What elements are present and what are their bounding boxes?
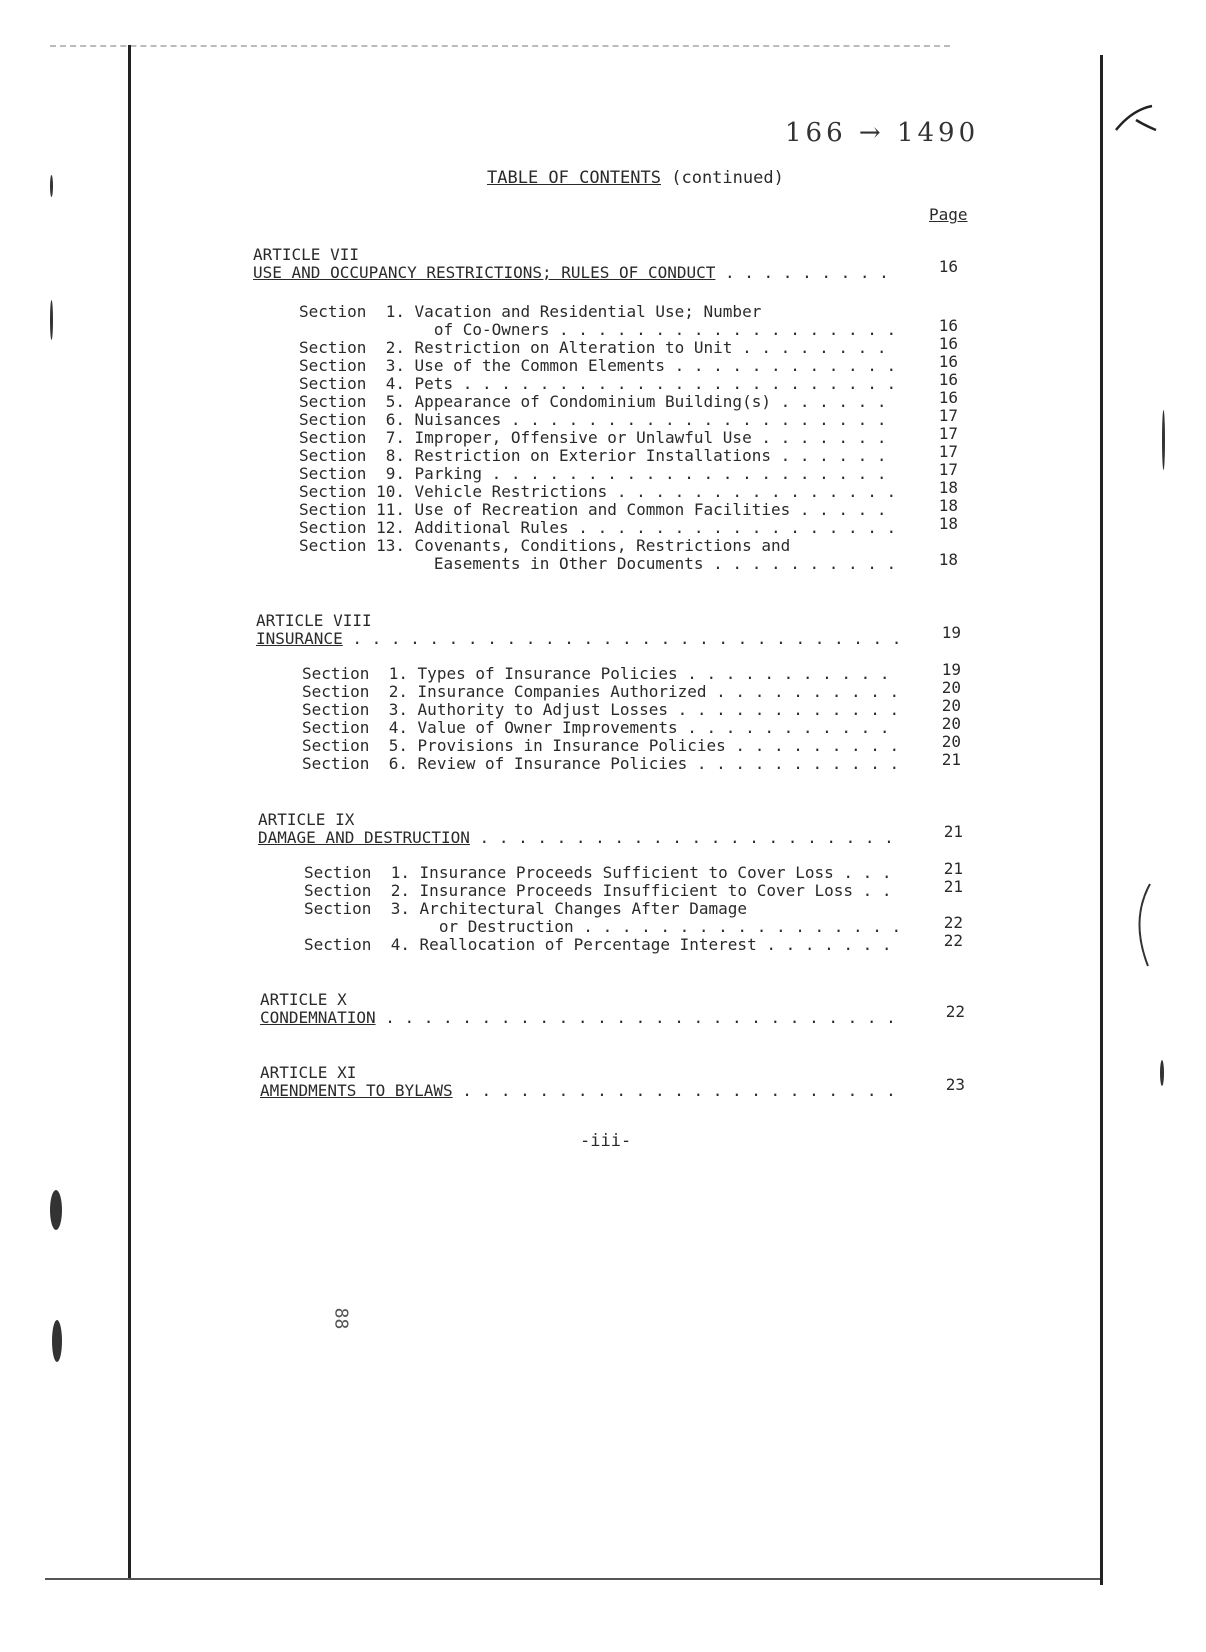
dot-leaders: . . . . . . . [756, 935, 892, 954]
section-title-cont-text: Easements in Other Documents [433, 554, 704, 573]
section-title [415, 447, 887, 465]
scan-edge-top [50, 45, 950, 47]
dot-leaders: . . . . . . . . . . . . . . . [607, 482, 897, 501]
scan-speck [50, 1190, 62, 1230]
section-page-number: 16 [938, 334, 958, 353]
section-title-cont [434, 321, 896, 339]
scan-speck [50, 300, 53, 340]
section-title-text: Nuisances [414, 410, 502, 429]
dot-leaders: . . . . . . [770, 446, 887, 465]
article-number: ARTICLE VIII [256, 611, 372, 630]
section-label: Section 9. [299, 464, 405, 483]
dot-leaders: . . . . . . . . . . . [677, 718, 890, 737]
section-title [415, 483, 897, 501]
section-title [415, 411, 887, 429]
section-label: Section 7. [299, 428, 405, 447]
section-page-number: 18 [938, 550, 958, 569]
dot-leaders: . . . . . . . . . . . . . . . . . . . . . . . . . . . [375, 1008, 896, 1027]
section-title-text: Insurance Proceeds Sufficient to Cover Loss [419, 863, 834, 882]
section-label: Section 5. [302, 736, 408, 755]
article-title [256, 630, 901, 648]
section-page-number: 17 [938, 424, 958, 443]
record-number: 166 → 1490 [785, 118, 980, 148]
dot-leaders: . . . . . . . . . . . . [668, 700, 900, 719]
stamp-mark: 88 [330, 1307, 352, 1330]
dot-leaders: . . . . . . . . . . . . . . . . . . . . . . . . . . . . . [342, 629, 902, 648]
section-title-text: Additional Rules [414, 518, 569, 537]
scan-speck [1162, 410, 1165, 470]
scan-speck [50, 175, 53, 197]
section-label: Section 4. [304, 935, 410, 954]
section-page-number: 20 [941, 732, 961, 751]
section-label: Section 11. [299, 500, 405, 519]
dot-leaders: . . . . . . [770, 392, 887, 411]
section-page-number: 17 [938, 442, 958, 461]
section-label: Section 6. [302, 754, 408, 773]
section-label: Section 3. [299, 356, 405, 375]
section-page-number: 18 [938, 478, 958, 497]
section-title-text: Pets [414, 374, 454, 393]
section-label: Section 8. [299, 446, 405, 465]
section-title [415, 429, 887, 447]
section-title [418, 737, 900, 755]
section-title-text: Appearance of Condominium Building(s) [414, 392, 771, 411]
scan-edge-left [128, 45, 131, 1580]
section-title [420, 882, 892, 900]
section-label: Section 3. [304, 899, 410, 918]
section-title-cont [434, 555, 896, 573]
section-title-text: Types of Insurance Policies [417, 664, 678, 683]
section-title [415, 375, 897, 393]
dot-leaders: . . . . . . . . . . . . . . . . . . . . [501, 410, 887, 429]
dot-leaders: . . . . . . . . . . [706, 682, 900, 701]
section-label: Section 2. [299, 338, 405, 357]
dot-leaders: . . . . . . . . . . [703, 554, 897, 573]
dot-leaders: . . . . . . . . . . . . . . . . . . . . . . . [452, 1081, 896, 1100]
handwritten-bracket-icon [1128, 880, 1158, 970]
section-title-cont [439, 918, 901, 936]
section-title-cont-text: of Co-Owners [433, 320, 550, 339]
section-label: Section 1. [302, 664, 408, 683]
dot-leaders: . . . . . . . . . . . [677, 664, 890, 683]
section-title-text: Restriction on Exterior Installations [414, 446, 771, 465]
section-title-text: Parking [414, 464, 482, 483]
section-title-cont-text: or Destruction [438, 917, 574, 936]
section-page-number: 22 [943, 931, 963, 950]
scan-edge-bottom [45, 1578, 1100, 1580]
section-page-number: 20 [941, 714, 961, 733]
section-title [418, 701, 900, 719]
dot-leaders: . . . . . . . . . . . . . . . . . . . . . [481, 464, 887, 483]
dot-leaders: . . . . . . . . [732, 338, 887, 357]
section-title: Architectural Changes After Damage [419, 899, 748, 918]
section-title [418, 683, 900, 701]
dot-leaders: . . . . . [790, 500, 887, 519]
section-page-number: 18 [938, 496, 958, 515]
article-title [260, 1009, 896, 1027]
section-title-text: Restriction on Alteration to Unit [414, 338, 733, 357]
section-label: Section 10. [299, 482, 405, 501]
section-title-text: Value of Owner Improvements [417, 718, 678, 737]
section-title [418, 719, 890, 737]
article-page-number: 23 [945, 1075, 965, 1094]
section-title [418, 665, 890, 683]
section-page-number: 16 [938, 352, 958, 371]
dot-leaders: . . . . . . . . . [715, 263, 889, 282]
article-title-text: DAMAGE AND DESTRUCTION [258, 828, 470, 847]
section-label: Section 1. [304, 863, 410, 882]
section-title [420, 864, 892, 882]
section-title-text: Insurance Companies Authorized [417, 682, 707, 701]
section-label: Section 2. [304, 881, 410, 900]
section-title [415, 465, 887, 483]
dot-leaders: . . . . . . . . . . . . . . . . . [573, 917, 902, 936]
section-title-text: Vehicle Restrictions [414, 482, 608, 501]
dot-leaders: . . . [833, 863, 892, 882]
section-title-text: Authority to Adjust Losses [417, 700, 668, 719]
article-number: ARTICLE IX [258, 810, 355, 829]
scan-speck [1160, 1060, 1164, 1086]
dot-leaders: . . . . . . . . . . . . . . . . . . [549, 320, 897, 339]
handwritten-mark-icon [1112, 100, 1162, 140]
article-page-number: 16 [938, 257, 958, 276]
section-label: Section 4. [302, 718, 408, 737]
section-title [415, 501, 887, 519]
article-page-number: 21 [943, 822, 963, 841]
scan-edge-right [1100, 55, 1103, 1585]
section-title-text: Use of Recreation and Common Facilities [414, 500, 791, 519]
title-underlined: TABLE OF CONTENTS [487, 168, 661, 188]
article-title-text: USE AND OCCUPANCY RESTRICTIONS; RULES OF CONDUCT [253, 263, 716, 282]
article-title-text: CONDEMNATION [260, 1008, 376, 1027]
section-page-number: 20 [941, 696, 961, 715]
dot-leaders: . . . . . . . . . . . . . . . . . [568, 518, 897, 537]
article-number: ARTICLE X [260, 990, 347, 1009]
dot-leaders: . . . . . . . . . . . . . . . . . . . . . . . [453, 374, 897, 393]
title-suffix: (continued) [661, 168, 784, 188]
footer-page-number: -iii- [580, 1131, 632, 1151]
scan-speck [52, 1320, 62, 1362]
section-title-text: Reallocation of Percentage Interest [419, 935, 757, 954]
section-title-text: Provisions in Insurance Policies [417, 736, 726, 755]
section-page-number: 18 [938, 514, 958, 533]
section-page-number: 16 [938, 316, 958, 335]
dot-leaders: . . . . . . . . . . . . . . . . . . . . . . [469, 828, 894, 847]
section-page-number: 16 [938, 370, 958, 389]
page-column-header: Page [929, 205, 968, 224]
page-title [487, 168, 784, 188]
article-title [253, 264, 889, 282]
section-title-text: Use of the Common Elements [414, 356, 665, 375]
section-title: Covenants, Conditions, Restrictions and [414, 536, 791, 555]
section-label: Section 12. [299, 518, 405, 537]
section-label: Section 5. [299, 392, 405, 411]
section-title [415, 357, 897, 375]
article-title [260, 1082, 896, 1100]
article-title [258, 829, 894, 847]
dot-leaders: . . . . . . . . . . . [687, 754, 900, 773]
dot-leaders: . . . . . . . . . [725, 736, 900, 755]
section-title [420, 936, 892, 954]
section-page-number: 21 [943, 859, 963, 878]
section-title-text: Insurance Proceeds Insufficient to Cover Loss [419, 881, 854, 900]
section-title-text: Review of Insurance Policies [417, 754, 688, 773]
article-page-number: 19 [941, 623, 961, 642]
section-label: Section 1. [299, 302, 405, 321]
dot-leaders: . . . . . . . . . . . . [665, 356, 897, 375]
dot-leaders: . . [853, 881, 892, 900]
section-title [415, 519, 897, 537]
section-page-number: 17 [938, 406, 958, 425]
article-number: ARTICLE VII [253, 245, 359, 264]
article-page-number: 22 [945, 1002, 965, 1021]
section-page-number: 21 [941, 750, 961, 769]
section-title [418, 755, 900, 773]
section-page-number: 16 [938, 388, 958, 407]
section-title-text: Improper, Offensive or Unlawful Use [414, 428, 752, 447]
section-page-number: 21 [943, 877, 963, 896]
section-label: Section 6. [299, 410, 405, 429]
dot-leaders: . . . . . . . [751, 428, 887, 447]
section-label: Section 13. [299, 536, 405, 555]
section-title: Vacation and Residential Use; Number [414, 302, 762, 321]
section-title [415, 339, 887, 357]
section-title [415, 393, 887, 411]
section-label: Section 4. [299, 374, 405, 393]
article-title-text: AMENDMENTS TO BYLAWS [260, 1081, 453, 1100]
section-page-number: 20 [941, 678, 961, 697]
article-title-text: INSURANCE [256, 629, 343, 648]
section-page-number: 19 [941, 660, 961, 679]
section-page-number: 22 [943, 913, 963, 932]
section-page-number: 17 [938, 460, 958, 479]
article-number: ARTICLE XI [260, 1063, 357, 1082]
section-label: Section 3. [302, 700, 408, 719]
section-label: Section 2. [302, 682, 408, 701]
